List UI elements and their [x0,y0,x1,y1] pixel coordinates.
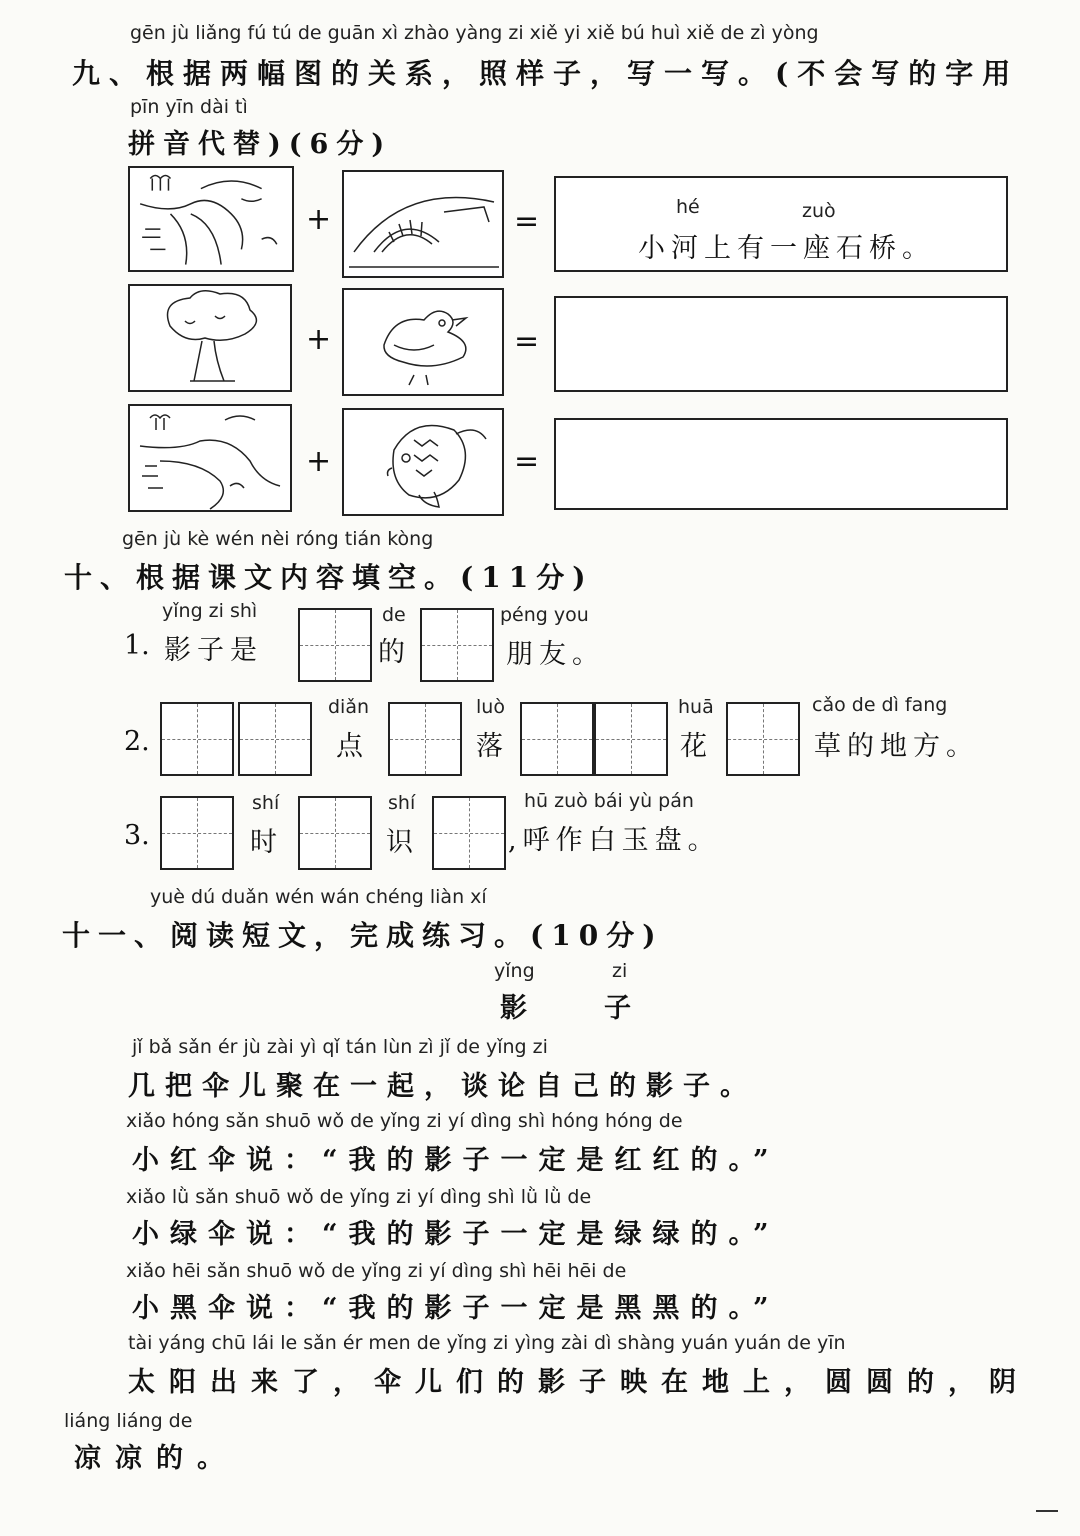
story-title-pinyin-2: zi [612,960,628,982]
story-line-pinyin: xiǎo lǜ sǎn shuō wǒ de yǐng zi yí dìng shì lǜ lǜ de [126,1186,592,1208]
answer-box-3[interactable] [554,418,1008,510]
blank-box[interactable] [160,796,234,870]
item3-text-c: ,呼作白玉盘。 [508,825,721,856]
blank-box[interactable] [238,702,312,776]
item-number: 2. [124,726,150,757]
story-title-char-1: 影 [500,993,535,1024]
blank-box[interactable] [594,702,668,776]
story-line-text: 小红伞说：“我的影子一定是红红的。” [132,1145,780,1176]
item2-pinyin-a: diǎn [328,696,370,718]
item2-text-c: 花 [680,731,713,762]
plus-sign: + [306,444,332,479]
bridge-picture [342,170,504,278]
item2-pinyin-d: cǎo de dì fang [812,694,948,716]
story-line-pinyin: xiǎo hēi sǎn shuō wǒ de yǐng zi yí dìng shì hēi hēi de [126,1260,627,1282]
example-pinyin-he: hé [676,196,700,218]
item3-pinyin-b: shí [388,792,416,814]
story-line-pinyin: liáng liáng de [64,1410,193,1432]
q11-title-pinyin: yuè dú duǎn wén wán chéng liàn xí [150,886,487,908]
item3-text-a: 时 [250,827,283,858]
story-line-text: 凉凉的。 [74,1443,238,1474]
item1-text-c: 朋友。 [506,639,605,670]
item3-text-b: 识 [386,827,419,858]
item-number: 1. [124,630,150,661]
equals-sign: = [514,444,540,479]
example-pinyin-zuo: zuò [802,200,836,222]
story-line-pinyin: jǐ bǎ sǎn ér jù zài yì qǐ tán lùn zì jǐ de yǐng zi [132,1036,548,1058]
story-line-pinyin: xiǎo hóng sǎn shuō wǒ de yǐng zi yí dìng shì hóng hóng de [126,1110,683,1132]
item2-text-a: 点 [336,731,369,762]
q9-title-pinyin: gēn jù liǎng fú tú de guān xì zhào yàng zi xiě yi xiě bú huì xiě de zì yòng [130,22,819,44]
item2-pinyin-b: luò [476,696,505,718]
story-line-text: 几把伞儿聚在一起，谈论自己的影子。 [128,1071,757,1102]
blank-box[interactable] [420,608,494,682]
blank-box[interactable] [726,702,800,776]
item2-text-b: 落 [476,731,509,762]
item1-pinyin-a: yǐng zi shì [162,600,258,622]
q11-title: 十一、阅读短文，完成练习。(10分) [62,919,664,952]
item1-text-b: 的 [378,637,411,668]
item1-pinyin-b: de [382,604,406,626]
page-edge-mark [1036,1510,1058,1512]
blank-box[interactable] [520,702,594,776]
blank-box[interactable] [388,702,462,776]
q10-title: 十、根据课文内容填空。(11分) [64,561,594,594]
plus-sign: + [306,322,332,357]
item1-pinyin-c: péng you [500,604,589,626]
answer-box-2[interactable] [554,296,1008,392]
blank-box[interactable] [432,796,506,870]
item3-pinyin-a: shí [252,792,280,814]
story-line-pinyin: tài yáng chū lái le sǎn ér men de yǐng zi yìng zài dì shàng yuán yuán de yīn [128,1332,846,1354]
story-line-text: 小绿伞说：“我的影子一定是绿绿的。” [132,1219,780,1250]
item2-text-d: 草的地方。 [814,731,979,762]
river-picture [128,166,294,272]
item1-text-a: 影子是 [164,635,263,666]
q9-title: 九、根据两幅图的关系，照样子，写一写。(不会写的字用 [72,57,1020,90]
blank-box[interactable] [298,796,372,870]
equals-sign: = [514,204,540,239]
q9-title-2: 拼音代替)(6分) [128,129,393,160]
item2-pinyin-c: huā [678,696,714,718]
stream-picture [128,404,292,512]
story-line-text: 小黑伞说：“我的影子一定是黑黑的。” [132,1293,780,1324]
story-line-text: 太阳出来了，伞儿们的影子映在地上，圆圆的，阴 [128,1367,1030,1398]
example-answer: 小河上有一座石桥。 [638,233,935,264]
q10-title-pinyin: gēn jù kè wén nèi róng tián kòng [122,528,434,550]
q9-title-pinyin-2: pīn yīn dài tì [130,96,248,118]
equals-sign: = [514,324,540,359]
fish-picture [342,408,504,516]
item-number: 3. [124,820,150,851]
blank-box[interactable] [160,702,234,776]
example-answer-box [554,176,1008,272]
item3-pinyin-c: hū zuò bái yù pán [524,790,694,812]
plus-sign: + [306,202,332,237]
story-title-pinyin-1: yǐng [494,960,535,982]
blank-box[interactable] [298,608,372,682]
tree-picture [128,284,292,392]
story-title-char-2: 子 [604,993,639,1024]
bird-picture [342,288,504,396]
